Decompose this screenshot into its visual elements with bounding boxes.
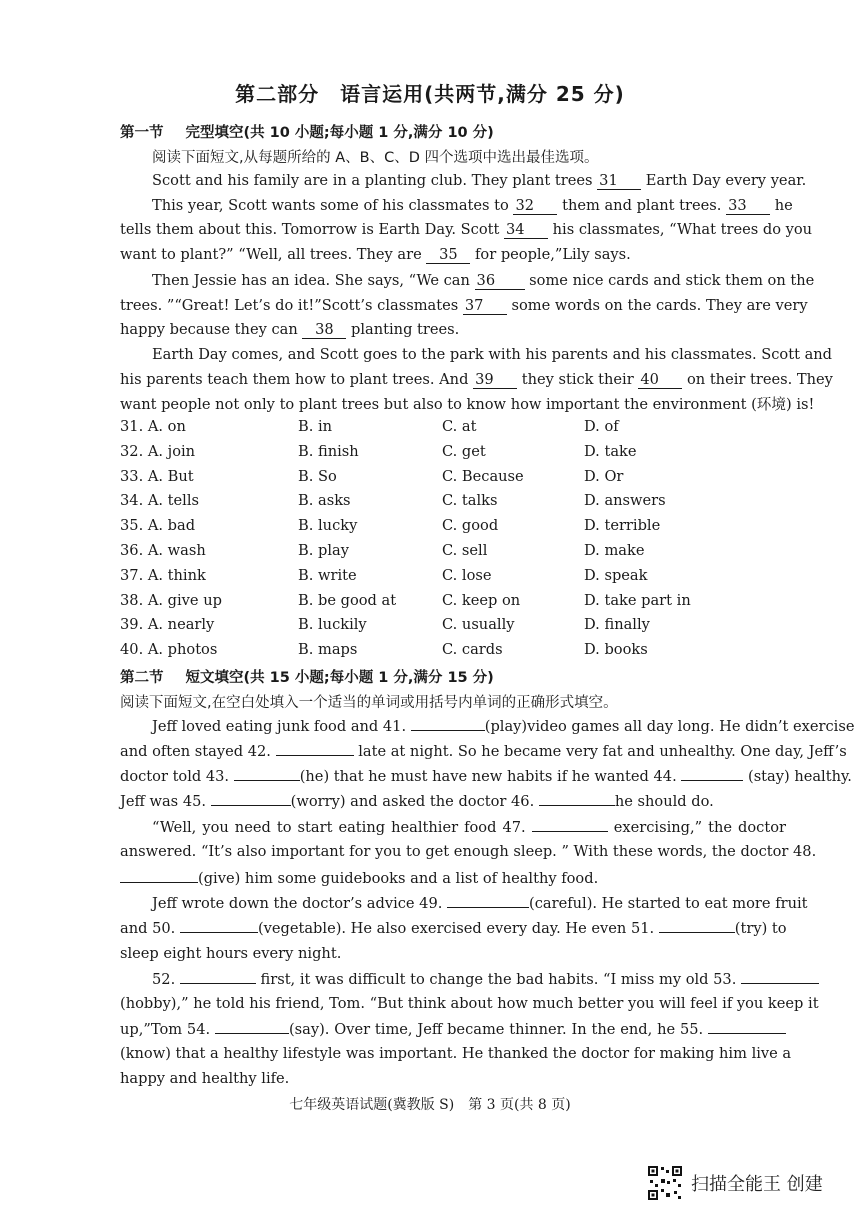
passage-text: some words on the cards. They are very — [506, 297, 808, 314]
cloze-blank-number: 37 — [463, 298, 507, 315]
option-a[interactable]: 39. A. nearly — [120, 616, 215, 634]
cloze-blank-number: 34 — [504, 222, 548, 239]
option-d[interactable]: D. finally — [584, 616, 650, 634]
option-c[interactable]: C. get — [442, 442, 486, 460]
passage-text: answered. “It’s also important for you to get enough sleep. ” With these words, the doctor 48. — [120, 843, 817, 860]
passage-line — [120, 171, 807, 191]
option-a[interactable]: 33. A. But — [120, 467, 194, 485]
passage-text: “Well, you need to start eating healthier food 47. — [152, 819, 532, 836]
passage-text: (try) to — [734, 920, 787, 937]
passage-text: they stick their — [517, 371, 639, 388]
passage-text: (stay) healthy. — [743, 768, 852, 785]
option-row — [120, 591, 786, 611]
passage-line — [120, 944, 786, 964]
cloze-blank-number: 38 — [302, 322, 346, 339]
passage-line — [120, 741, 847, 762]
option-b[interactable]: B. finish — [298, 442, 359, 460]
passage-text: tells them about this. Tomorrow is Earth Day. Scott — [120, 221, 504, 238]
answer-blank[interactable] — [211, 791, 291, 806]
passage-text: (give) him some guidebooks and a list of healthy food. — [198, 870, 599, 887]
passage-text: for people,”Lily says. — [470, 246, 631, 263]
passage-text: (hobby),” he told his friend, Tom. “But think about how much better you will feel if you keep it — [120, 995, 819, 1012]
passage-line — [120, 817, 786, 838]
passage-text: (know) that a healthy lifestyle was important. He thanked the doctor for making him live a — [120, 1045, 792, 1062]
option-b[interactable]: B. lucky — [298, 517, 358, 535]
passage-text: (vegetable). He also exercised every day. He even 51. — [257, 920, 659, 937]
passage-line — [120, 395, 815, 415]
option-row — [120, 566, 786, 586]
option-d[interactable]: D. of — [584, 418, 619, 435]
passage-text: Earth Day every year. — [641, 172, 807, 189]
passage-text: Jeff wrote down the doctor’s advice 49. — [152, 895, 448, 912]
camscanner-watermark — [647, 1163, 847, 1203]
passage-text: Jeff loved eating junk food and 41. — [152, 718, 411, 735]
passage-line — [120, 370, 833, 390]
passage-text: he should do. — [614, 793, 714, 810]
option-d[interactable]: D. take — [584, 442, 637, 460]
passage-text: trees. ”“Great! Let’s do it!”Scott’s classmates — [120, 297, 463, 314]
option-a[interactable]: 31. A. on — [120, 418, 186, 435]
option-row — [120, 541, 786, 561]
passage-line — [120, 766, 852, 787]
option-c[interactable]: C. Because — [442, 467, 524, 485]
passage-text: want people not only to plant trees but also to know how important the environment (环境) is! — [120, 396, 815, 413]
section2-instruction: 阅读下面短文,在空白处填入一个适当的单词或用括号内单词的正确形式填空。 — [120, 695, 618, 711]
passage-text: his classmates, “What trees do you — [548, 221, 813, 238]
passage-line — [120, 842, 817, 862]
passage-text: This year, Scott wants some of his classmates to — [152, 197, 514, 214]
option-c[interactable]: C. sell — [442, 542, 488, 559]
passage-line — [120, 271, 815, 291]
cloze-blank-number: 33 — [726, 198, 770, 215]
answer-blank[interactable] — [681, 766, 743, 781]
option-d[interactable]: D. Or — [584, 467, 624, 485]
passage-line — [120, 1069, 786, 1089]
passage-text: (say). Over time, Jeff became thinner. In the end, he 55. — [288, 1021, 708, 1038]
answer-blank[interactable] — [447, 893, 529, 908]
section1-instruction: 阅读下面短文,从每题所给的 A、B、C、D 四个选项中选出最佳选项。 — [152, 150, 599, 166]
option-b[interactable]: B. So — [298, 467, 337, 485]
option-row — [120, 615, 786, 635]
passage-line — [120, 716, 855, 737]
answer-blank[interactable] — [215, 1019, 289, 1034]
passage-text: sleep eight hours every night. — [120, 945, 342, 962]
answer-blank[interactable] — [120, 868, 198, 883]
option-row — [120, 516, 786, 536]
watermark-text: 扫描全能王 创建 — [691, 1174, 823, 1195]
option-d[interactable]: D. speak — [584, 566, 648, 584]
option-c[interactable]: C. usually — [442, 616, 515, 634]
passage-text: Earth Day comes, and Scott goes to the park with his parents and his classmates. Scott and — [152, 346, 833, 363]
passage-text: them and plant trees. — [557, 197, 727, 214]
option-b[interactable]: B. asks — [298, 492, 351, 510]
option-b[interactable]: B. be good at — [298, 591, 397, 609]
passage-text: late at night. So he became very fat and unhealthy. One day, Jeff’s — [353, 743, 847, 760]
passage-text: want to plant?” “Well, all trees. They are — [120, 246, 427, 263]
passage-text: (careful). He started to eat more fruit — [529, 895, 808, 912]
passage-text: (play)video games all day long. He didn’t exercise — [484, 718, 855, 735]
passage-line — [120, 320, 786, 340]
passage-text: and often stayed 42. — [120, 743, 276, 760]
passage-text: his parents teach them how to plant trees. And — [120, 371, 474, 388]
passage-text: planting trees. — [346, 321, 460, 338]
passage-line — [120, 969, 786, 990]
answer-blank[interactable] — [659, 918, 735, 933]
option-a[interactable]: 36. A. wash — [120, 542, 206, 559]
option-d[interactable]: D. make — [584, 542, 645, 559]
option-a[interactable]: 35. A. bad — [120, 517, 196, 535]
qr-code-icon — [647, 1165, 683, 1201]
passage-line — [120, 1044, 792, 1064]
passage-text: and 50. — [120, 920, 180, 937]
answer-blank[interactable] — [180, 918, 258, 933]
answer-blank[interactable] — [276, 741, 354, 756]
answer-blank[interactable] — [741, 969, 819, 984]
page-footer: 七年级英语试题(冀教版 S) 第 3 页(共 8 页) — [289, 1097, 571, 1113]
option-d[interactable]: D. take part in — [584, 591, 691, 609]
part-title: 第二部分 语言运用(共两节,满分 25 分) — [235, 82, 625, 106]
cloze-blank-number: 36 — [475, 273, 525, 290]
option-c[interactable]: C. cards — [442, 641, 503, 659]
option-row — [120, 467, 786, 487]
passage-text: exercising,” the doctor — [607, 819, 786, 836]
option-d[interactable]: D. answers — [584, 492, 666, 510]
passage-line — [120, 868, 786, 889]
passage-line — [120, 1019, 786, 1040]
passage-line — [120, 345, 833, 365]
option-row — [120, 442, 786, 462]
passage-line — [120, 918, 786, 939]
option-d[interactable]: D. terrible — [584, 517, 661, 535]
passage-text: up,”Tom 54. — [120, 1021, 215, 1038]
passage-line — [120, 245, 786, 265]
passage-text: doctor told 43. — [120, 768, 234, 785]
passage-text: Jeff was 45. — [120, 793, 211, 810]
section1-heading: 第一节 完型填空(共 10 小题;每小题 1 分,满分 10 分) — [120, 125, 494, 141]
passage-text: (worry) and asked the doctor 46. — [290, 793, 539, 810]
passage-text: Scott and his family are in a planting club. They plant trees — [152, 172, 598, 189]
passage-text: some nice cards and stick them on the — [524, 272, 815, 289]
cloze-blank-number: 35 — [426, 247, 470, 264]
option-d[interactable]: D. books — [584, 641, 648, 659]
passage-line — [120, 893, 808, 914]
passage-text: Then Jessie has an idea. She says, “We can — [152, 272, 475, 289]
option-row — [120, 491, 786, 511]
option-b[interactable]: B. maps — [298, 641, 358, 659]
answer-blank[interactable] — [180, 969, 256, 984]
option-a[interactable]: 37. A. think — [120, 566, 206, 584]
option-b[interactable]: B. write — [298, 566, 357, 584]
option-c[interactable]: C. lose — [442, 566, 492, 584]
answer-blank[interactable] — [234, 766, 300, 781]
option-row — [120, 640, 786, 660]
option-row — [120, 417, 786, 437]
passage-text: on their trees. They — [682, 371, 833, 388]
passage-text: he — [770, 197, 793, 214]
passage-text: happy because they can — [120, 321, 303, 338]
passage-line — [120, 220, 813, 240]
cloze-blank-number: 40 — [638, 372, 682, 389]
passage-text: (he) that he must have new habits if he wanted 44. — [299, 768, 682, 785]
option-b[interactable]: B. play — [298, 542, 349, 559]
answer-blank[interactable] — [532, 817, 608, 832]
section2-heading: 第二节 短文填空(共 15 小题;每小题 1 分,满分 15 分) — [120, 670, 494, 686]
option-c[interactable]: C. keep on — [442, 591, 521, 609]
passage-line — [120, 994, 819, 1014]
passage-line — [120, 791, 786, 812]
option-a[interactable]: 38. A. give up — [120, 591, 222, 609]
option-c[interactable]: C. good — [442, 517, 499, 535]
cloze-blank-number: 31 — [597, 173, 641, 190]
answer-blank[interactable] — [708, 1019, 786, 1034]
option-c[interactable]: C. at — [442, 418, 477, 435]
cloze-blank-number: 39 — [473, 372, 517, 389]
option-b[interactable]: B. in — [298, 418, 333, 435]
passage-line — [120, 196, 793, 216]
option-b[interactable]: B. luckily — [298, 616, 367, 634]
passage-text: 52. — [152, 971, 180, 988]
passage-text: first, it was difficult to change the bad habits. “I miss my old 53. — [255, 971, 741, 988]
option-a[interactable]: 34. A. tells — [120, 492, 199, 510]
option-c[interactable]: C. talks — [442, 492, 498, 510]
answer-blank[interactable] — [411, 716, 485, 731]
option-a[interactable]: 40. A. photos — [120, 641, 218, 659]
passage-line — [120, 296, 808, 316]
answer-blank[interactable] — [539, 791, 615, 806]
passage-text: happy and healthy life. — [120, 1070, 290, 1087]
option-a[interactable]: 32. A. join — [120, 442, 196, 460]
cloze-blank-number: 32 — [513, 198, 557, 215]
